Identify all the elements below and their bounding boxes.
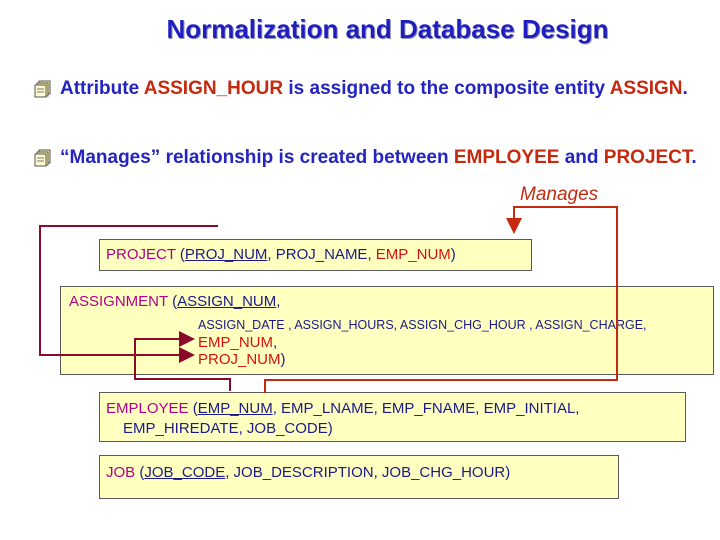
bullet-text: Attribute ASSIGN_HOUR is assigned to the composite entity ASSIGN. <box>60 78 688 99</box>
assignment-fk-emp: EMP_NUM <box>198 334 274 351</box>
bullet-text: “Manages” relationship is created between EMPLOYEE and PROJECT. <box>60 147 697 168</box>
assignment-entity-box: ASSIGNMENT (ASSIGN_NUM, ASSIGN_DATE , ASSIGN_HOURS, ASSIGN_CHG_HOUR , ASSIGN_CHARGE, EMP_NUM, PROJ_NUM) <box>60 286 714 375</box>
job-primary-key: JOB_CODE <box>144 464 226 481</box>
project-entity-box: PROJECT (PROJ_NUM, PROJ_NAME, EMP_NUM) <box>99 239 532 271</box>
employee-entity-box: EMPLOYEE (EMP_NUM, EMP_LNAME, EMP_FNAME, EMP_INITIAL, EMP_HIREDATE, JOB_CODE) <box>99 392 686 442</box>
notepad-icon <box>34 80 52 98</box>
assignment-attributes: ASSIGN_DATE , ASSIGN_HOURS, ASSIGN_CHG_HOUR , ASSIGN_CHARGE, <box>198 318 647 332</box>
slide-title: Normalization and Database Design <box>166 14 609 44</box>
employee-primary-key: EMP_NUM <box>197 400 273 417</box>
assignment-fk-proj: PROJ_NUM <box>198 351 281 368</box>
project-foreign-key: EMP_NUM <box>375 246 451 263</box>
notepad-icon <box>34 149 52 167</box>
bullet-assign-hour <box>34 77 694 101</box>
project-primary-key: PROJ_NUM <box>184 246 268 263</box>
assignment-primary-key: ASSIGN_NUM <box>177 293 277 310</box>
manages-label: Manages <box>520 184 599 205</box>
bullet-manages <box>34 146 714 170</box>
job-entity-box: JOB (JOB_CODE, JOB_DESCRIPTION, JOB_CHG_HOUR) <box>99 455 619 499</box>
